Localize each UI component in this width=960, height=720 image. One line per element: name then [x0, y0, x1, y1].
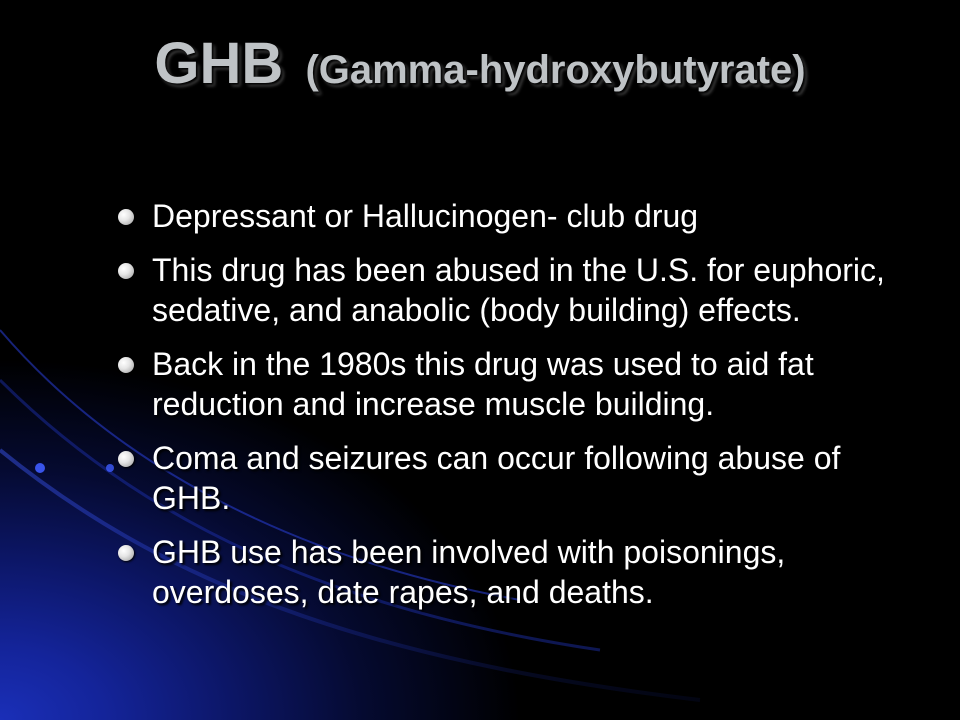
decor-dot — [35, 463, 45, 473]
bullet-item — [116, 344, 906, 424]
bullet-text: Coma and seizures can occur following abuse of GHB. — [152, 440, 841, 516]
bullet-dot-icon — [118, 545, 134, 561]
bullet-item — [116, 532, 906, 612]
bullet-item — [116, 438, 906, 518]
bullet-item — [116, 196, 906, 236]
bullet-dot-icon — [118, 357, 134, 373]
bullet-text: GHB use has been involved with poisonings, overdoses, date rapes, and deaths. — [152, 534, 786, 610]
bullet-text: This drug has been abused in the U.S. for euphoric, sedative, and anabolic (body building) effects. — [152, 252, 885, 328]
slide-title-main: GHB — [154, 31, 284, 96]
bullet-text: Depressant or Hallucinogen- club drug — [152, 198, 699, 234]
slide-title-sub: (Gamma-hydroxybutyrate) — [305, 48, 806, 92]
decor-dot — [106, 464, 114, 472]
bullet-dot-icon — [118, 451, 134, 467]
bullet-item — [116, 250, 906, 330]
bullet-dot-icon — [118, 263, 134, 279]
slide-title — [0, 30, 960, 97]
bullet-list — [116, 196, 906, 626]
bullet-dot-icon — [118, 209, 134, 225]
bullet-text: Back in the 1980s this drug was used to aid fat reduction and increase muscle building. — [152, 346, 814, 422]
